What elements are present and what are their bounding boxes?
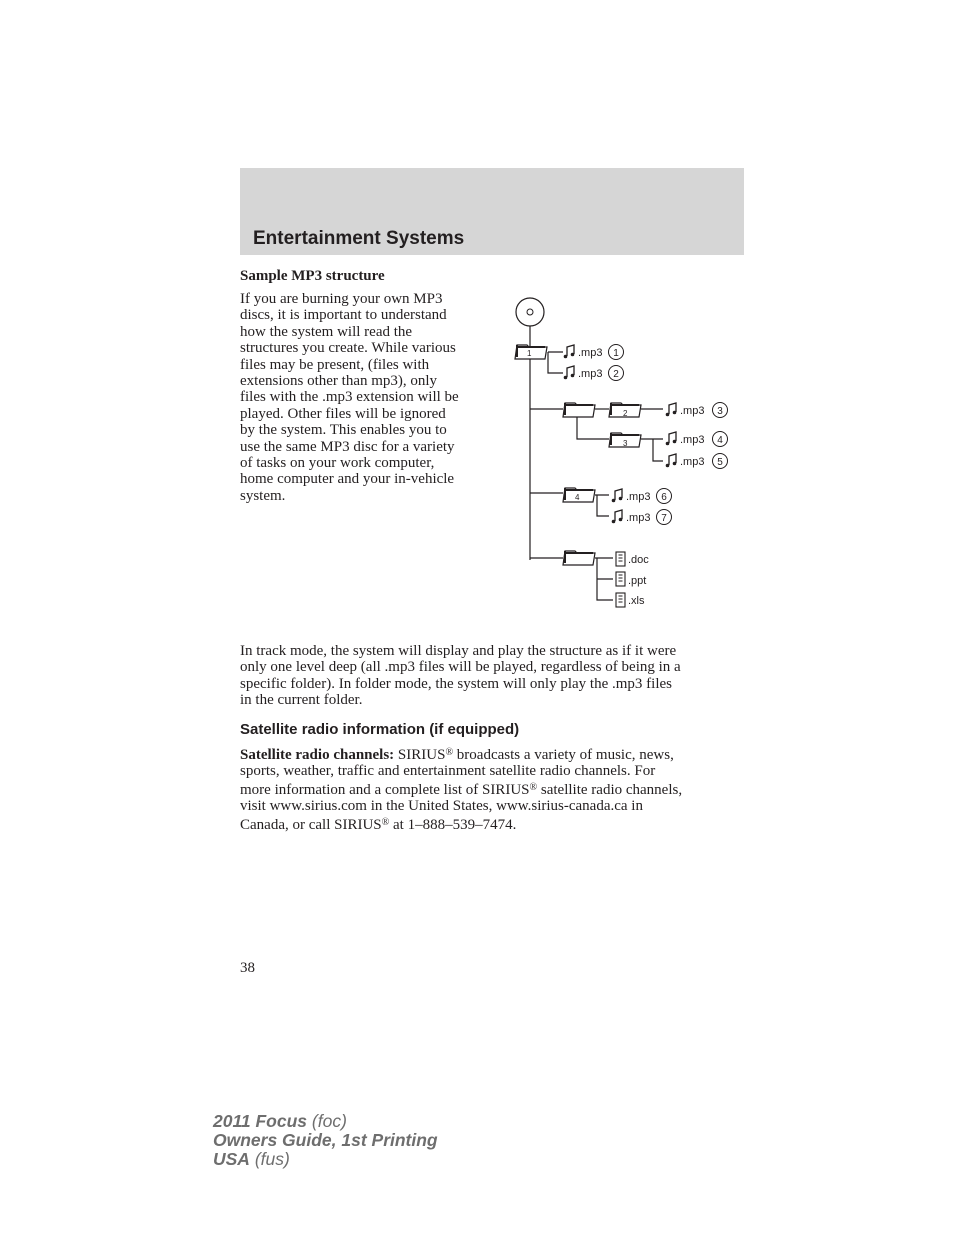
mp3-file-label: .mp3 [680, 456, 705, 468]
mp3-file-label: .mp3 [680, 405, 705, 417]
track-number-badge [713, 432, 728, 447]
paragraph-line: In track mode, the system will display and play the structure as if it were [240, 643, 677, 659]
svg-text:5: 5 [717, 457, 723, 468]
folder-label: 2 [623, 409, 628, 418]
track-number-badge [609, 345, 624, 360]
music-note-icon [666, 432, 677, 445]
folder-label: 3 [623, 439, 628, 448]
satellite-lead: Satellite radio channels: [240, 747, 395, 763]
svg-text:7: 7 [661, 513, 667, 524]
paragraph-line: in the current folder. [240, 692, 363, 709]
intro-line: extensions other than mp3), only [240, 373, 438, 390]
intro-line: how the system will read the [240, 323, 413, 340]
mp3-file-label: .mp3 [578, 347, 603, 359]
mp3-file-label: .mp3 [626, 512, 651, 524]
disc-icon [516, 298, 544, 326]
svg-text:4: 4 [717, 435, 723, 446]
track-number-badge [657, 510, 672, 525]
document-icon [616, 593, 625, 607]
music-note-icon [666, 454, 677, 467]
intro-line: If you are burning your own MP3 [240, 291, 443, 307]
paragraph-line: specific folder). In folder mode, the system will only play the .mp3 files [240, 675, 672, 692]
other-file-label: .ppt [628, 575, 647, 587]
mp3-file-label: .mp3 [626, 491, 651, 503]
satellite-paragraph [240, 745, 746, 833]
track-number-badge [713, 403, 728, 418]
music-note-icon [564, 345, 575, 358]
music-note-icon [612, 510, 623, 523]
track-number-badge [657, 489, 672, 504]
track-number-badge [713, 454, 728, 469]
satellite-heading: Satellite radio information (if equipped) [240, 721, 520, 738]
document-icon [616, 552, 625, 566]
intro-line: structures you create. While various [240, 340, 456, 357]
paragraph-line: sports, weather, traffic and entertainment satellite radio channels. For [240, 763, 656, 780]
intro-line: system. [240, 487, 286, 504]
page-number: 38 [240, 960, 255, 976]
folder-label: 1 [527, 349, 532, 358]
mp3-file-label: .mp3 [578, 368, 603, 380]
intro-line: discs, it is important to understand [240, 307, 447, 324]
mp3-file-label: .mp3 [680, 434, 705, 446]
music-note-icon [666, 403, 677, 416]
intro-line: use the same MP3 disc for a variety [240, 438, 455, 455]
folder-icon [563, 551, 595, 565]
music-note-icon [564, 366, 575, 379]
intro-line: by the system. This enables you to [240, 422, 447, 439]
other-file-label: .doc [628, 554, 649, 566]
paragraph-line: Satellite radio channels: SIRIUS® broadcasts a variety of music, news, [240, 747, 674, 763]
intro-line: home computer and your in-vehicle [240, 471, 455, 488]
svg-text:2: 2 [613, 369, 619, 380]
paragraph-line: only one level deep (all .mp3 files will be played, regardless of being in a [240, 659, 681, 676]
mp3-structure-diagram [505, 295, 745, 615]
paragraph-line: visit www.sirius.com in the United States, www.sirius-canada.ca in [240, 798, 643, 815]
svg-text:3: 3 [717, 406, 723, 417]
paragraph-line: more information and a complete list of SIRIUS® satellite radio channels, [240, 781, 683, 798]
folder-icon [563, 403, 595, 417]
intro-line: of tasks on your work computer, [240, 455, 435, 472]
mp3-intro-paragraph [240, 291, 492, 504]
mp3-structure-heading: Sample MP3 structure [240, 268, 385, 284]
music-note-icon [612, 489, 623, 502]
track-mode-paragraph [240, 643, 746, 709]
other-file-label: .xls [628, 595, 645, 607]
svg-text:1: 1 [613, 348, 619, 359]
track-number-badge [609, 366, 624, 381]
document-footer: 2011 Focus (foc) Owners Guide, 1st Printing USA (fus) [213, 1111, 438, 1169]
intro-line: played. Other files will be ignored [240, 405, 446, 422]
document-icon [616, 572, 625, 586]
folder-label: 4 [575, 493, 580, 502]
intro-line: files may be present, (files with [240, 356, 430, 373]
section-title: Entertainment Systems [253, 228, 465, 249]
intro-line: files with the .mp3 extension will be [240, 389, 459, 406]
svg-text:6: 6 [661, 492, 667, 503]
paragraph-line: Canada, or call SIRIUS® at 1–888–539–7474. [240, 816, 517, 833]
